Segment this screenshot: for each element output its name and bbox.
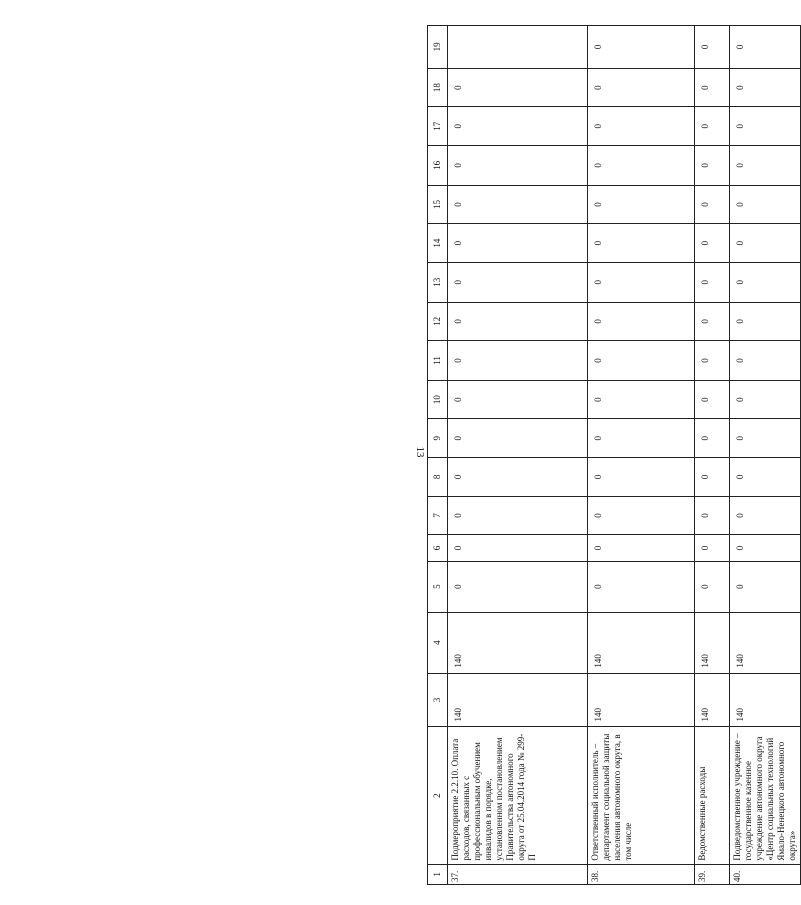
column-header-8: 8 — [428, 458, 448, 497]
cell-col-11: 0 — [695, 341, 730, 381]
cell-col-14: 0 — [730, 224, 801, 263]
cell-col-12: 0 — [588, 302, 695, 341]
page-number: 13 — [414, 446, 426, 458]
cell-col-4: 140 — [448, 612, 588, 673]
cell-col-10: 0 — [588, 380, 695, 419]
header-row — [428, 26, 448, 885]
cell-col-10: 0 — [695, 380, 730, 419]
cell-col-4: 140 — [588, 612, 695, 673]
column-header-14: 14 — [428, 224, 448, 263]
cell-col-18: 0 — [730, 68, 801, 107]
cell-col-11: 0 — [448, 341, 588, 381]
cell-col-9: 0 — [730, 419, 801, 458]
cell-col-9: 0 — [448, 419, 588, 458]
row-index: 38. — [588, 864, 695, 884]
budget-table-rotated — [427, 25, 797, 885]
cell-col-17: 0 — [730, 107, 801, 146]
cell-col-19: 0 — [730, 26, 801, 69]
row-description: Ведомственные расходы — [695, 727, 730, 864]
column-header-5: 5 — [428, 561, 448, 612]
column-header-11: 11 — [428, 341, 448, 381]
table-row — [588, 26, 695, 885]
cell-col-7: 0 — [730, 496, 801, 535]
row-description: Ответственный исполнитель – департамент социальной защиты населения автономного округа, в том числе — [588, 727, 695, 864]
column-header-9: 9 — [428, 419, 448, 458]
cell-col-16: 0 — [588, 146, 695, 186]
cell-col-17: 0 — [695, 107, 730, 146]
row-description: Подмероприятие 2.2.10. Оплата расходов, связанных с профессиональным обучением инвалидов в порядке, установленном постановлением Правительства автономного округа от 25.04.2014 года № 299-П — [448, 727, 588, 864]
cell-col-7: 0 — [588, 496, 695, 535]
cell-col-9: 0 — [695, 419, 730, 458]
cell-col-4: 140 — [695, 612, 730, 673]
cell-col-19: 0 — [588, 26, 695, 69]
cell-col-11: 0 — [588, 341, 695, 381]
cell-col-7: 0 — [448, 496, 588, 535]
column-header-2: 2 — [428, 727, 448, 864]
cell-col-13: 0 — [588, 262, 695, 302]
column-header-15: 15 — [428, 185, 448, 224]
cell-col-15: 0 — [448, 185, 588, 224]
column-header-4: 4 — [428, 612, 448, 673]
cell-col-8: 0 — [588, 458, 695, 497]
cell-col-12: 0 — [730, 302, 801, 341]
cell-col-17: 0 — [448, 107, 588, 146]
column-header-3: 3 — [428, 673, 448, 727]
cell-col-18: 0 — [448, 68, 588, 107]
cell-col-6: 0 — [448, 535, 588, 561]
column-header-19: 19 — [428, 26, 448, 69]
cell-col-5: 0 — [695, 561, 730, 612]
budget-table — [427, 25, 801, 885]
cell-col-18: 0 — [588, 68, 695, 107]
cell-col-15: 0 — [588, 185, 695, 224]
cell-col-5: 0 — [448, 561, 588, 612]
row-description: Подведомственное учреждение – государственное казенное учреждение автономного округа «Центр социальных технологий Ямало-Ненецкого автономного округа» — [730, 727, 801, 864]
column-header-18: 18 — [428, 68, 448, 107]
column-header-17: 17 — [428, 107, 448, 146]
cell-col-13: 0 — [448, 262, 588, 302]
cell-col-8: 0 — [730, 458, 801, 497]
table-row — [695, 26, 730, 885]
cell-col-6: 0 — [695, 535, 730, 561]
column-header-12: 12 — [428, 302, 448, 341]
row-index: 37. — [448, 864, 588, 884]
cell-col-9: 0 — [588, 419, 695, 458]
cell-col-15: 0 — [730, 185, 801, 224]
cell-col-18: 0 — [695, 68, 730, 107]
cell-col-16: 0 — [695, 146, 730, 186]
cell-col-3: 140 — [695, 673, 730, 727]
column-header-13: 13 — [428, 262, 448, 302]
row-index: 39. — [695, 864, 730, 884]
row-index: 40. — [730, 864, 801, 884]
cell-col-3: 140 — [588, 673, 695, 727]
cell-col-16: 0 — [730, 146, 801, 186]
cell-col-4: 140 — [730, 612, 801, 673]
cell-col-14: 0 — [695, 224, 730, 263]
cell-col-10: 0 — [448, 380, 588, 419]
cell-col-8: 0 — [448, 458, 588, 497]
cell-col-16: 0 — [448, 146, 588, 186]
cell-col-19: 0 — [695, 26, 730, 69]
cell-col-12: 0 — [695, 302, 730, 341]
cell-col-3: 140 — [730, 673, 801, 727]
column-header-16: 16 — [428, 146, 448, 186]
cell-col-15: 0 — [695, 185, 730, 224]
cell-col-7: 0 — [695, 496, 730, 535]
table-row — [730, 26, 801, 885]
column-header-1: 1 — [428, 864, 448, 884]
cell-col-8: 0 — [695, 458, 730, 497]
cell-col-14: 0 — [588, 224, 695, 263]
column-header-6: 6 — [428, 535, 448, 561]
cell-col-17: 0 — [588, 107, 695, 146]
cell-col-3: 140 — [448, 673, 588, 727]
cell-col-13: 0 — [730, 262, 801, 302]
cell-col-11: 0 — [730, 341, 801, 381]
cell-col-6: 0 — [730, 535, 801, 561]
cell-col-19 — [448, 26, 588, 69]
cell-col-5: 0 — [588, 561, 695, 612]
cell-col-14: 0 — [448, 224, 588, 263]
column-header-7: 7 — [428, 496, 448, 535]
cell-col-6: 0 — [588, 535, 695, 561]
cell-col-13: 0 — [695, 262, 730, 302]
table-row — [448, 26, 588, 885]
cell-col-5: 0 — [730, 561, 801, 612]
cell-col-10: 0 — [730, 380, 801, 419]
column-header-10: 10 — [428, 380, 448, 419]
cell-col-12: 0 — [448, 302, 588, 341]
